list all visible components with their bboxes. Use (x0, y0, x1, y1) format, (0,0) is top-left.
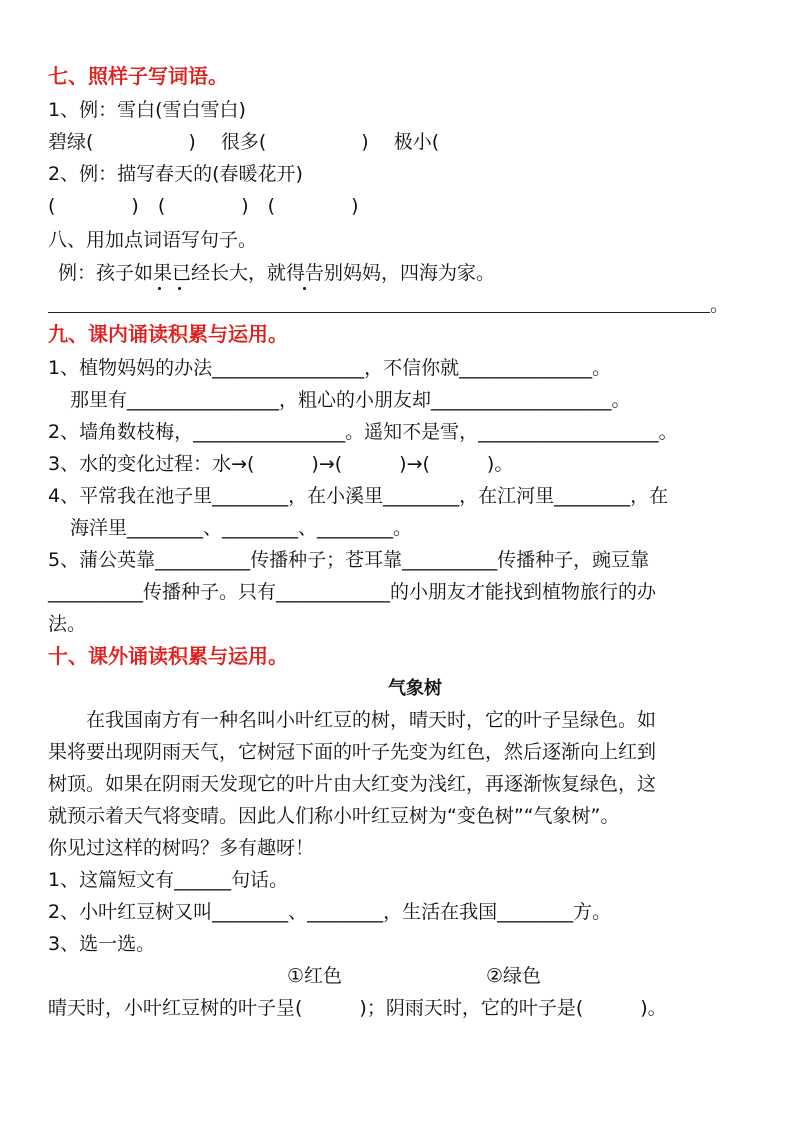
passage-title: 气象树 (388, 678, 442, 699)
s9-line-6: 海洋里________、________、________。 (70, 517, 413, 539)
s8-answer-period: 。 (710, 294, 730, 316)
emphasis-dot (178, 287, 181, 290)
s9-line-9: 法。 (48, 613, 87, 635)
s10-q1: 1、这篇短文有______句话。 (48, 869, 289, 891)
s7-q2-example: 2、例：描写春天的(春暖花开) (48, 163, 303, 185)
s9-line-1: 1、植物妈妈的办法________________，不信你就______________。 (48, 357, 612, 379)
section-7-heading: 七、照样子写词语。 (48, 64, 228, 88)
s9-line-5: 4、平常我在池子里________，在小溪里________，在江河里________，在 (48, 485, 669, 507)
section-8-heading: 八、用加点词语写句子。 (48, 229, 258, 251)
passage-line-1: 在我国南方有一种名叫小叶红豆的树，晴天时，它的叶子呈绿色。如 (48, 709, 657, 731)
emphasis-dot (158, 287, 161, 290)
passage-line-3: 树顶。如果在阴雨天发现它的叶片由大红变为浅红，再逐渐恢复绿色，这 (48, 773, 657, 795)
s7-q1-blanks: 碧绿( ) 很多( ) 极小( (48, 131, 440, 153)
s9-line-3: 2、墙角数枝梅，________________。遥知不是雪，___________________。 (48, 421, 678, 443)
s10-q2: 2、小叶红豆树又叫________、________，生活在我国________方。 (48, 901, 612, 923)
s7-q1-example: 1、例：雪白(雪白雪白) (48, 99, 246, 121)
s9-line-4: 3、水的变化过程：水→( )→( )→( )。 (48, 453, 514, 475)
s8-answer-line (48, 312, 710, 313)
passage-line-4: 就预示着天气将变晴。因此人们称小叶红豆树为“变色树”“气象树”。 (48, 805, 620, 827)
s10-option-2: ②绿色 (486, 965, 542, 987)
s9-line-7: 5、蒲公英靠__________传播种子；苍耳靠__________传播种子，豌豆靠 (48, 549, 650, 571)
section-9-heading: 九、课内诵读积累与运用。 (48, 322, 288, 346)
s9-line-8: __________传播种子。只有____________的小朋友才能找到植物旅行的办 (48, 581, 657, 603)
s10-option-1: ①红色 (287, 965, 343, 987)
s10-q3: 3、选一选。 (48, 933, 156, 955)
s9-line-2: 那里有________________，粗心的小朋友却___________________。 (70, 389, 631, 411)
s10-q3-blanks: 晴天时，小叶红豆树的叶子呈( )；阴雨天时，它的叶子是( )。 (48, 997, 667, 1019)
passage-line-2: 果将要出现阴雨天气，它树冠下面的叶子先变为红色，然后逐渐向上红到 (48, 741, 657, 763)
section-10-heading: 十、课外诵读积累与运用。 (48, 644, 288, 668)
passage-line-5: 你见过这样的树吗？多有趣呀！ (48, 837, 315, 859)
emphasis-dot (303, 287, 306, 290)
s7-q2-blanks: ( ) ( ) ( ) (48, 195, 359, 217)
s8-example-sentence: 例：孩子如果已经长大，就得告别妈妈，四海为家。 (58, 262, 496, 284)
